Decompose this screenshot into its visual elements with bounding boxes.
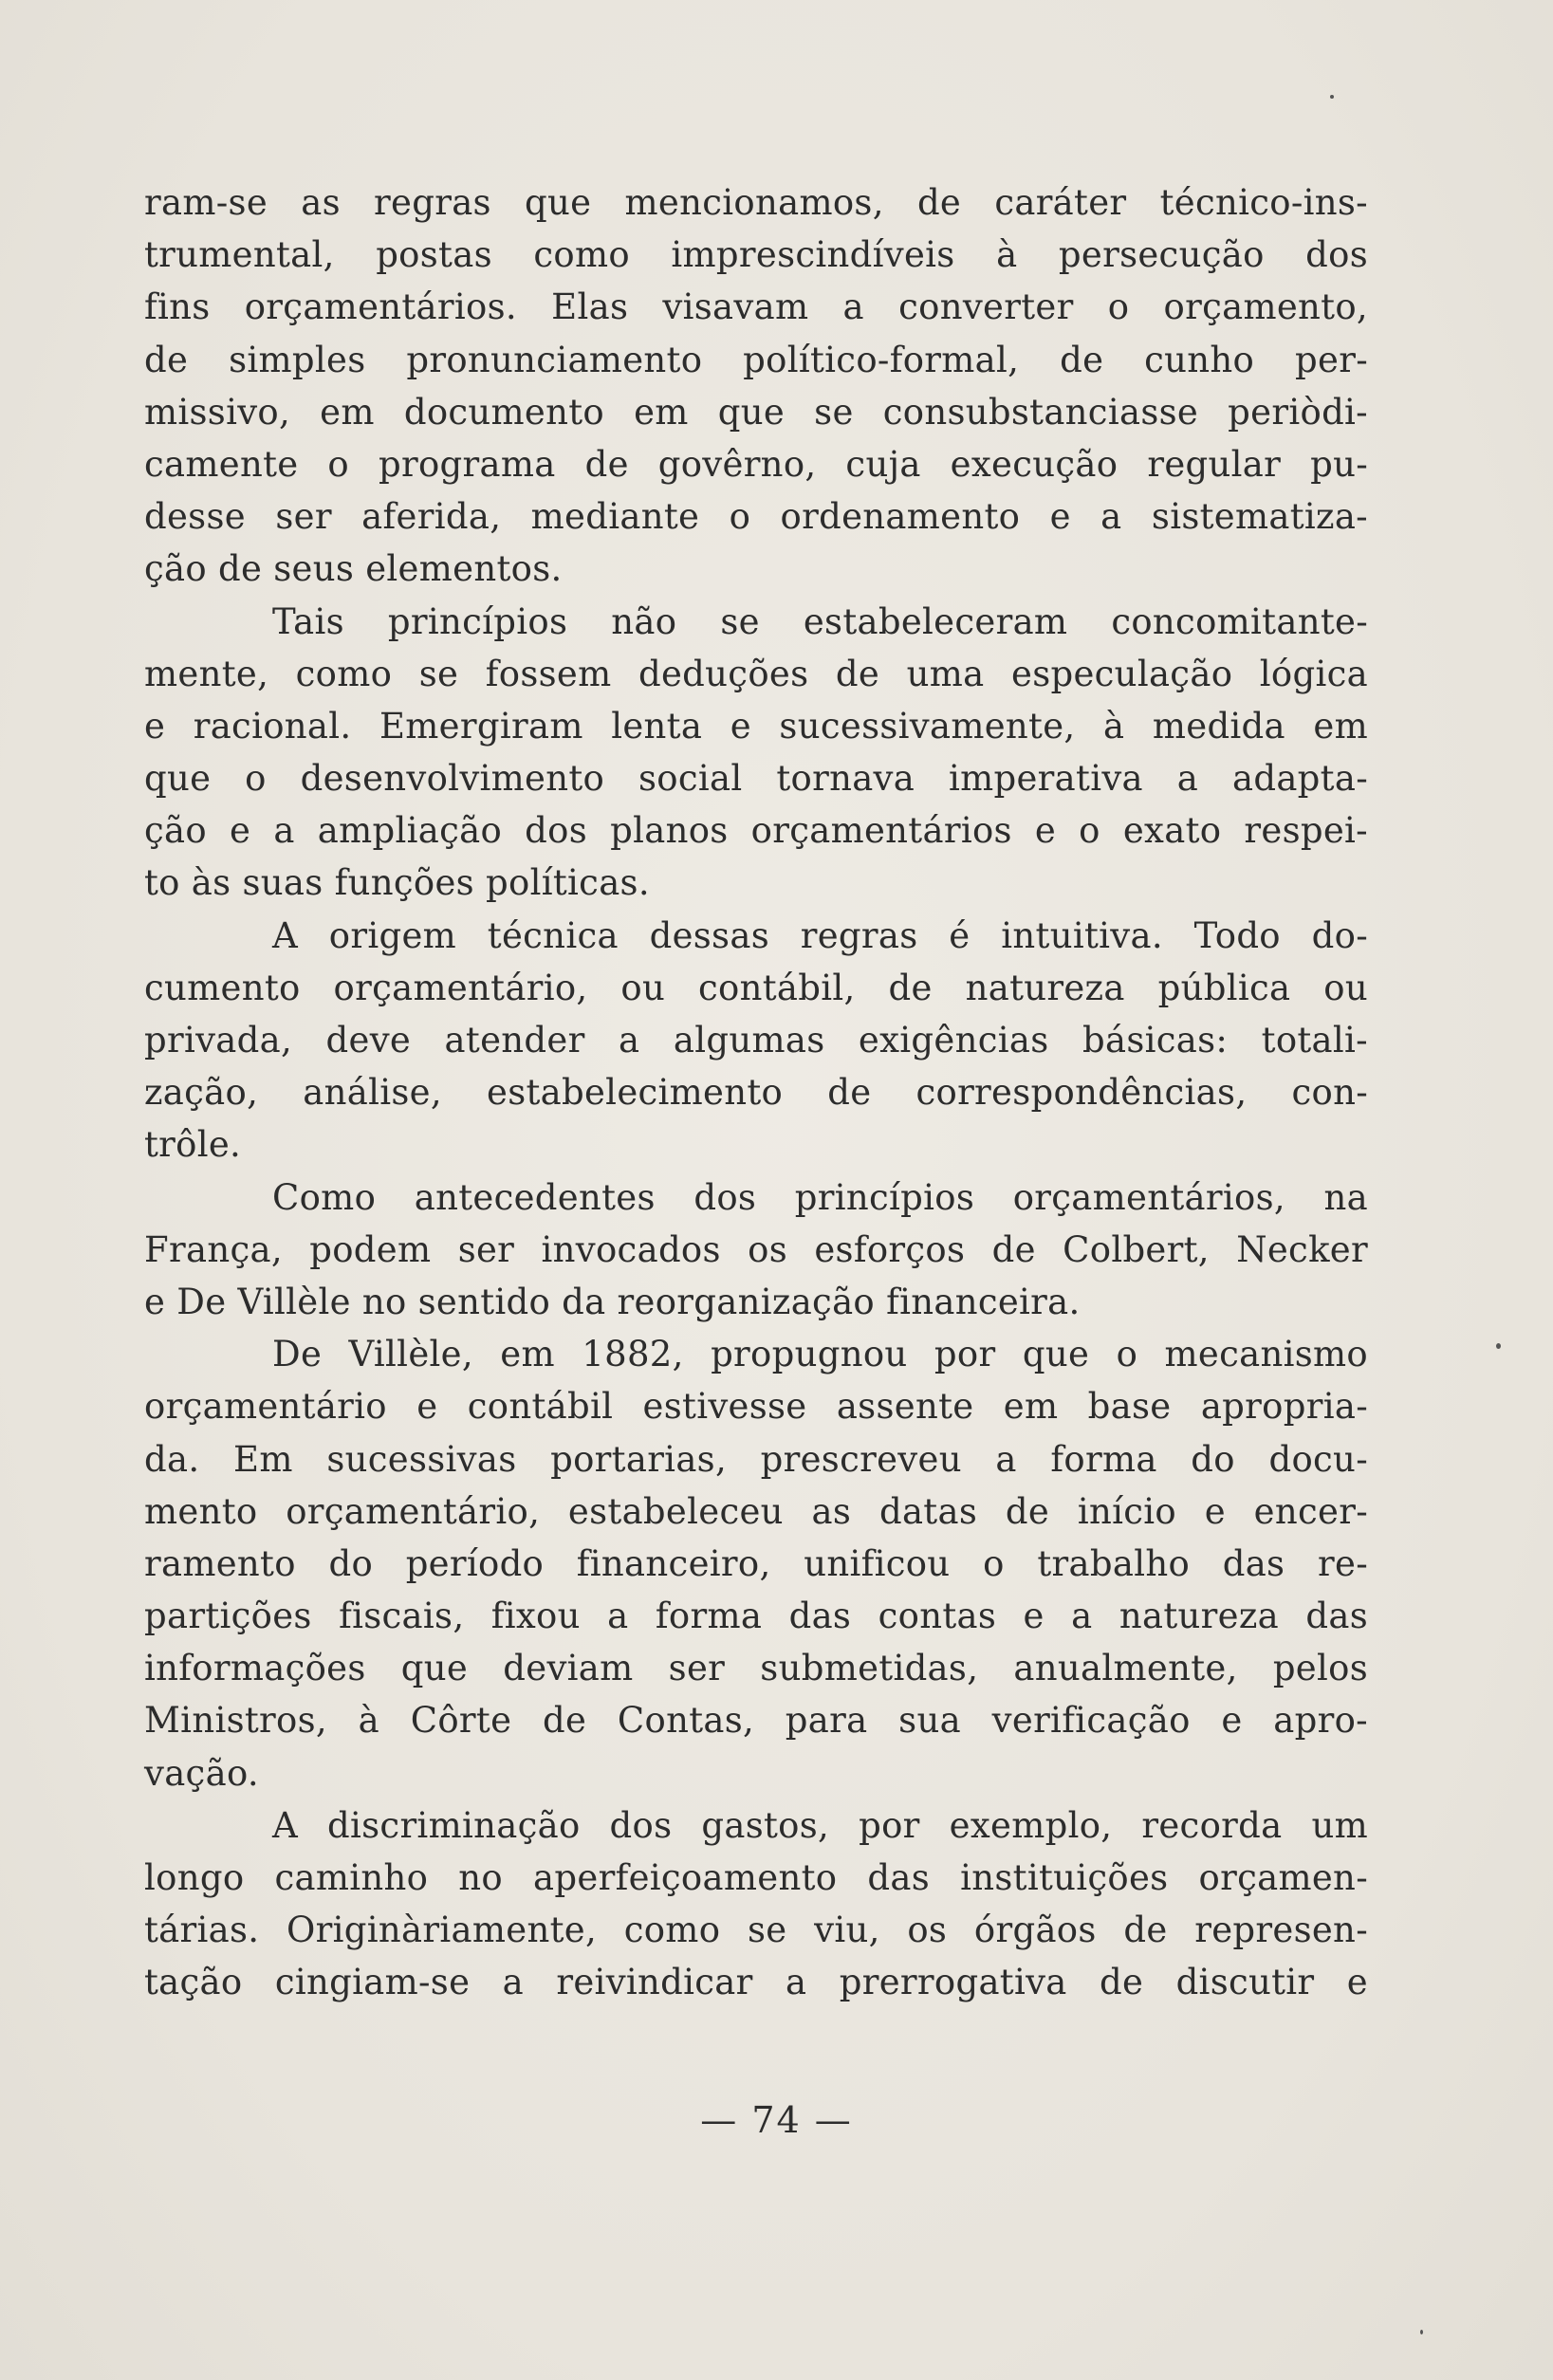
text-line: de simples pronunciamento político-formal, de cunho per-	[144, 339, 1368, 380]
paragraph	[144, 1172, 1368, 1329]
text-line: zação, análise, estabelecimento de correspondências, con-	[144, 1072, 1368, 1114]
text-line: A origem técnica dessas regras é intuitiva. Todo do-	[272, 914, 1368, 956]
text-line: ramento do período financeiro, unificou o trabalho das re-	[144, 1542, 1368, 1584]
text-line: e racional. Emergiram lenta e sucessivamente, à medida em	[144, 705, 1368, 747]
paragraph	[144, 910, 1368, 1172]
body-text	[144, 176, 1368, 2009]
ink-speck	[1496, 1343, 1501, 1349]
text-line: cumento orçamentário, ou contábil, de natureza pública ou	[144, 967, 1368, 1008]
paragraph	[144, 176, 1368, 596]
text-line: trumental, postas como imprescindíveis à persecução dos	[144, 234, 1368, 276]
text-line: desse ser aferida, mediante o ordenamento e a sistematiza-	[144, 496, 1368, 538]
text-line: mente, como se fossem deduções de uma especulação lógica	[144, 653, 1368, 694]
ink-speck	[1420, 2330, 1423, 2334]
text-line: Como antecedentes dos princípios orçamentários, na	[272, 1176, 1368, 1218]
text-line: ção e a ampliação dos planos orçamentários e o exato respei-	[144, 810, 1368, 852]
text-line: De Villèle, em 1882, propugnou por que o mecanismo	[272, 1334, 1368, 1375]
paragraph	[144, 1799, 1368, 2009]
text-line: Tais princípios não se estabeleceram concomitante-	[272, 600, 1368, 642]
text-line: camente o programa de govêrno, cuja execução regular pu-	[144, 443, 1368, 485]
text-line: longo caminho no aperfeiçoamento das instituições orçamen-	[144, 1857, 1368, 1898]
text-line: ram-se as regras que mencionamos, de caráter técnico-ins-	[144, 182, 1368, 223]
text-line: ção de seus elementos.	[144, 548, 563, 590]
text-line: que o desenvolvimento social tornava imperativa a adapta-	[144, 758, 1368, 800]
text-line: to às suas funções políticas.	[144, 862, 650, 904]
text-line: tação cingiam-se a reivindicar a prerrogativa de discutir e	[144, 1962, 1368, 2003]
ink-speck	[1330, 95, 1334, 99]
text-line: mento orçamentário, estabeleceu as datas de início e encer-	[144, 1490, 1368, 1532]
text-line: e De Villèle no sentido da reorganização financeira.	[144, 1281, 1081, 1322]
text-line: fins orçamentários. Elas visavam a converter o orçamento,	[144, 286, 1368, 328]
paragraph	[144, 1328, 1368, 1799]
text-line: França, podem ser invocados os esforços de Colbert, Necker	[144, 1228, 1368, 1270]
page-number: — 74 —	[700, 2099, 853, 2141]
text-line: Ministros, à Côrte de Contas, para sua verificação e apro-	[144, 1700, 1368, 1742]
text-line: partições fiscais, fixou a forma das contas e a natureza das	[144, 1596, 1368, 1637]
text-line: tárias. Originàriamente, como se viu, os órgãos de represen-	[144, 1910, 1368, 1951]
text-line: privada, deve atender a algumas exigências básicas: totali-	[144, 1020, 1368, 1061]
text-line: vação.	[144, 1752, 259, 1794]
text-line: trôle.	[144, 1124, 242, 1166]
paragraph	[144, 596, 1368, 910]
text-line: da. Em sucessivas portarias, prescreveu a forma do docu-	[144, 1438, 1368, 1480]
text-line: missivo, em documento em que se consubstanciasse periòdi-	[144, 391, 1368, 433]
text-line: A discriminação dos gastos, por exemplo, recorda um	[272, 1804, 1368, 1846]
text-line: orçamentário e contábil estivesse assente em base apropria-	[144, 1386, 1368, 1428]
text-line: informações que deviam ser submetidas, anualmente, pelos	[144, 1648, 1368, 1689]
